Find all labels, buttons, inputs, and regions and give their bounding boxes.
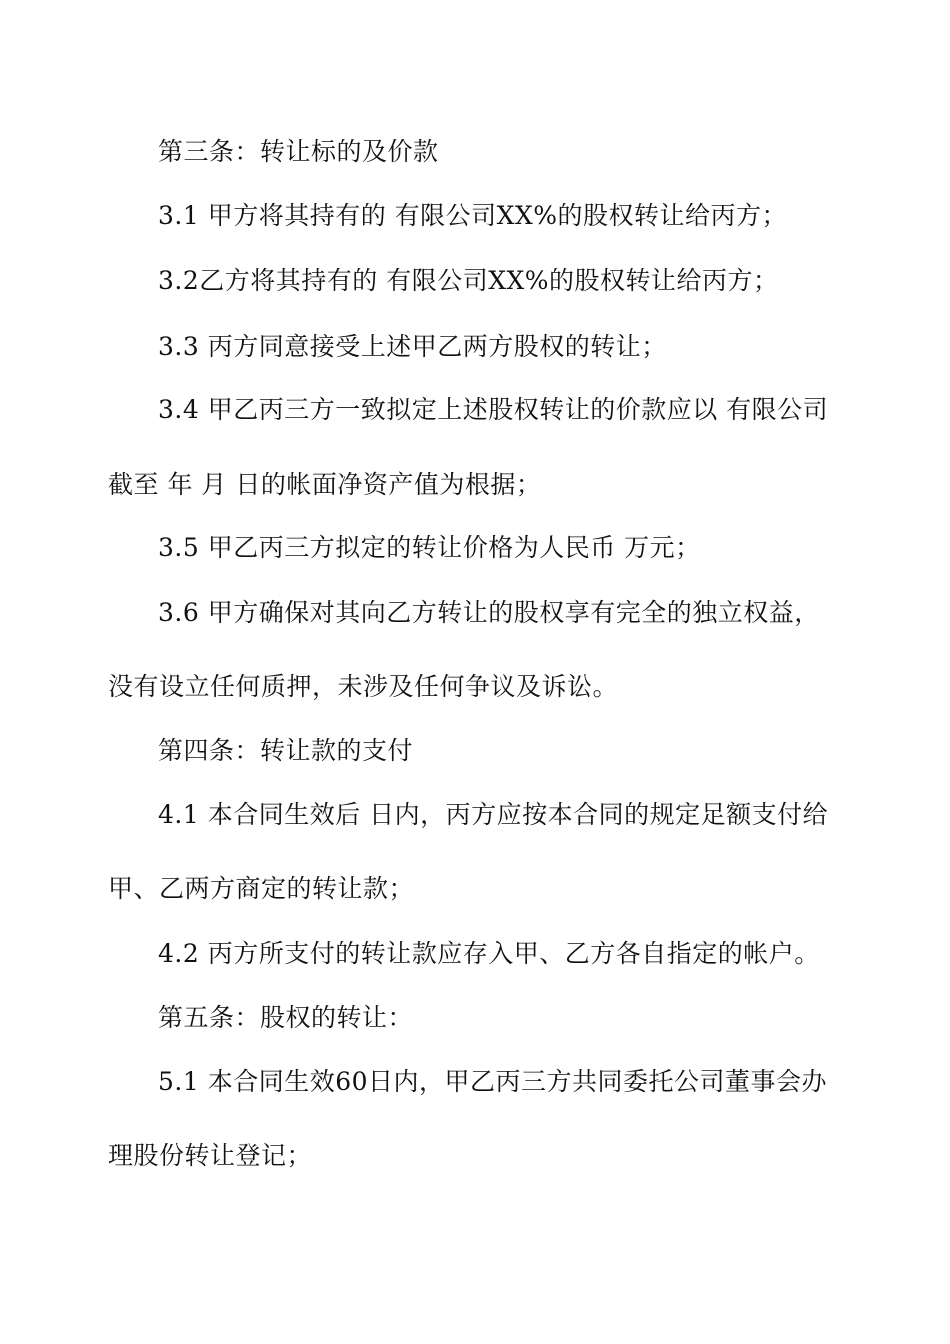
clause-3-4-line-2: 截至 年 月 日的帐面净资产值为根据； <box>108 470 542 499</box>
clause-4-1-line-1: 4.1 本合同生效后 日内，丙方应按本合同的规定足额支付给 <box>158 800 829 829</box>
clause-3-1: 3.1 甲方将其持有的 有限公司XX%的股权转让给丙方； <box>158 201 788 230</box>
clause-5-1-line-1: 5.1 本合同生效60日内，甲乙丙三方共同委托公司董事会办 <box>158 1067 828 1096</box>
clause-3-6-line-1: 3.6 甲方确保对其向乙方转让的股权享有完全的独立权益， <box>158 598 820 627</box>
clause-3-6-line-2: 没有设立任何质押，未涉及任何争议及诉讼。 <box>108 672 619 701</box>
article-5-heading: 第五条：股权的转让： <box>158 1003 414 1032</box>
clause-3-5: 3.5 甲乙丙三方拟定的转让价格为人民币 万元； <box>158 533 701 562</box>
article-3-heading: 第三条：转让标的及价款 <box>158 137 439 166</box>
article-4-heading: 第四条：转让款的支付 <box>158 736 414 765</box>
clause-5-1-line-2: 理股份转让登记； <box>108 1141 313 1170</box>
clause-3-4-line-1: 3.4 甲乙丙三方一致拟定上述股权转让的价款应以 有限公司 <box>158 395 829 424</box>
clause-4-2: 4.2 丙方所支付的转让款应存入甲、乙方各自指定的帐户。 <box>158 939 820 968</box>
clause-3-3: 3.3 丙方同意接受上述甲乙两方股权的转让； <box>158 332 667 361</box>
clause-3-2: 3.2乙方将其持有的 有限公司XX%的股权转让给丙方； <box>158 266 779 295</box>
clause-4-1-line-2: 甲、乙两方商定的转让款； <box>108 874 415 903</box>
